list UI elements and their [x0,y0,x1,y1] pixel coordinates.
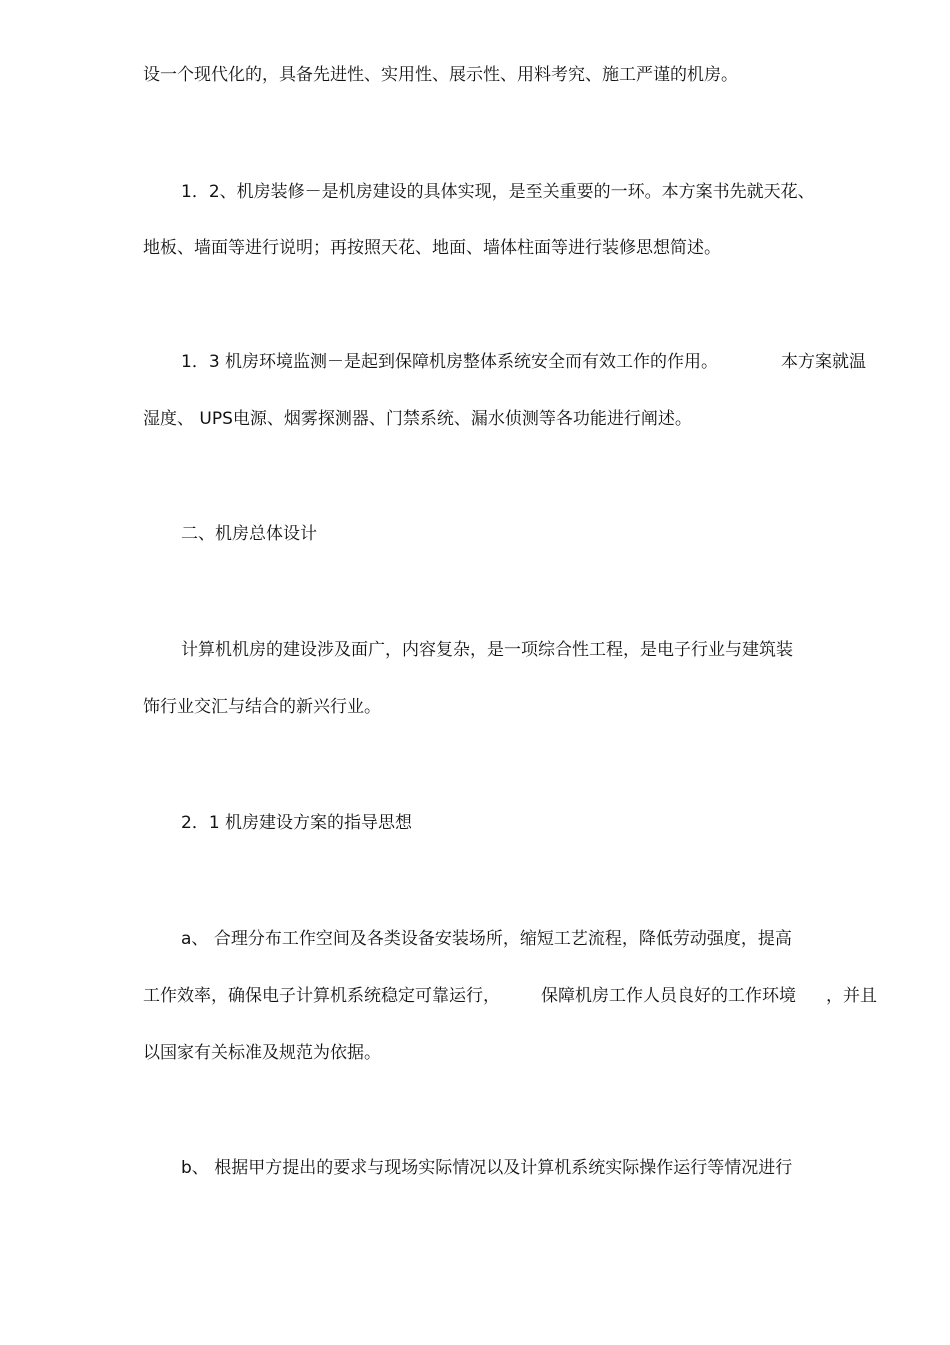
section-2-paragraph-line-1: 计算机机房的建设涉及面广，内容复杂，是一项综合性工程，是电子行业与建筑装 [181,640,793,660]
item-a-line-2-tail: ，并且 [826,986,877,1006]
item-b-line-1: b、 根据甲方提出的要求与现场实际情况以及计算机系统实际操作运行等情况进行 [181,1158,793,1178]
section-1-3-paragraph-line-1: 1．3 机房环境监测－是起到保障机房整体系统安全而有效工作的作用。 [181,352,719,372]
item-a-line-3: 以国家有关标准及规范为依据。 [143,1043,381,1063]
section-2-heading: 二、机房总体设计 [181,524,317,544]
item-a-line-2: 工作效率，确保电子计算机系统稳定可靠运行， [143,986,500,1006]
section-2-1-heading: 2．1 机房建设方案的指导思想 [181,813,413,833]
section-1-3-paragraph-line-2: 湿度、 UPS电源、烟雾探测器、门禁系统、漏水侦测等各功能进行阐述。 [143,409,692,429]
section-2-paragraph-line-2: 饰行业交汇与结合的新兴行业。 [143,697,381,717]
item-a-line-2-middle: 保障机房工作人员良好的工作环境 [541,986,796,1006]
item-a-line-1: a、 合理分布工作空间及各类设备安装场所，缩短工艺流程，降低劳动强度，提高 [181,929,792,949]
section-1-3-paragraph-line-1-tail: 本方案就温 [781,352,866,372]
section-1-2-paragraph-line-2: 地板、墙面等进行说明；再按照天花、地面、墙体柱面等进行装修思想简述。 [143,238,721,258]
section-1-2-paragraph-line-1: 1．2、机房装修－是机房建设的具体实现，是至关重要的一环。本方案书先就天花、 [181,182,815,202]
text-line-continuation: 设一个现代化的，具备先进性、实用性、展示性、用料考究、施工严谨的机房。 [143,65,738,85]
